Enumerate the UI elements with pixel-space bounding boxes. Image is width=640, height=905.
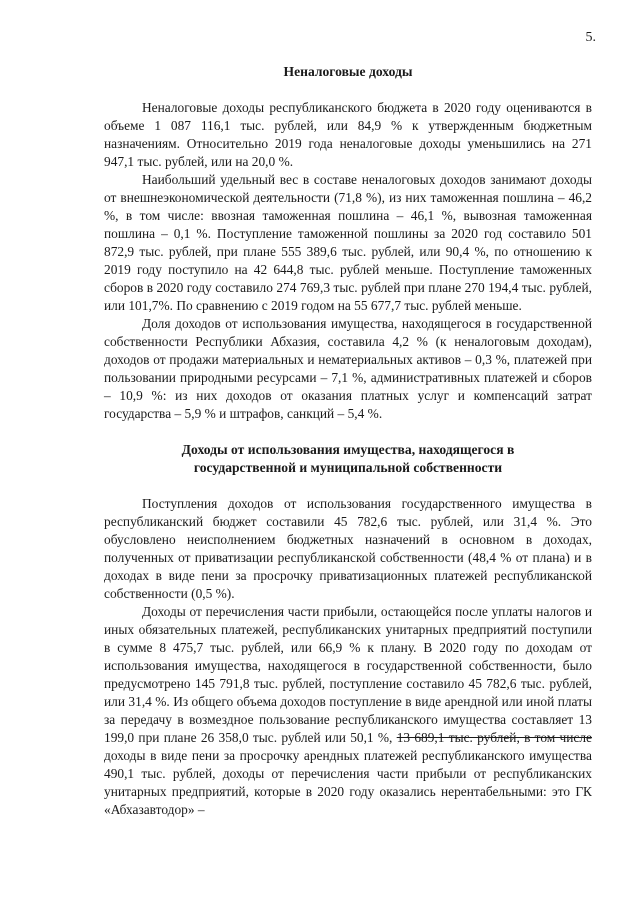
document-body	[104, 63, 592, 819]
paragraph	[104, 603, 592, 819]
heading-line: Доходы от использования имущества, находящегося в	[181, 442, 515, 457]
section-heading-non-tax-revenue: Неналоговые доходы	[283, 64, 413, 79]
paragraph-text: Доходы от перечисления части прибыли, остающейся после уплаты налогов и иных обязательных платежей, республиканских унитарных предприятий поступили в сумме 8 475,7 тыс. рублей, или 66,9 % к плану. В 2020 году по доходам от использования имущества, находящегося в государственной собственности, было предусмотрено 145 791,8 тыс. рублей, поступление составило 45 782,6 тыс. рублей, или 31,4 %. Из общего объема доходов поступление в виде арендной или иной платы за передачу в возмездное пользование республиканского имущества составляет 13 199,0 при плане 26 358,0 тыс. рублей или 50,1 %,	[104, 604, 592, 745]
paragraph: Доля доходов от использования имущества, находящегося в государственной собственности Республики Абхазия, составила 4,2 % (к неналоговым доходам), доходов от продажи материальных и нематериальных активов – 0,3 %, платежей при пользовании природными ресурсами – 7,1 %, административных платежей и сборов – 10,9 %: из них доходов от оказания платных услуг и компенсаций затрат государства – 5,9 % и штрафов, санкций – 5,4 %.	[104, 316, 592, 421]
heading-line: государственной и муниципальной собственности	[193, 460, 503, 475]
struck-text: 13 689,1 тыс. рублей, в том числе	[396, 730, 592, 745]
paragraph: Наибольший удельный вес в составе неналоговых доходов занимают доходы от внешнеэкономической деятельности (71,8 %), из них таможенная пошлина – 46,2 %, в том числе: ввозная таможенная пошлина – 46,1 %, вывозная таможенная пошлина – 0,1 %. Поступление таможенной пошлины за 2020 год составило 501 872,9 тыс. рублей, при плане 555 389,6 тыс. рублей, или 90,4 %, по отношению к 2019 году поступило на 42 644,8 тыс. рублей меньше. Поступление таможенных сборов в 2020 году составило 274 769,3 тыс. рублей при плане 270 194,4 тыс. рублей, или 101,7%. По сравнению с 2019 годом на 55 677,7 тыс. рублей меньше.	[104, 172, 592, 313]
paragraph: Неналоговые доходы республиканского бюджета в 2020 году оцениваются в объеме 1 087 116,1 тыс. рублей, или 84,9 % к утвержденным бюджетным назначениям. Относительно 2019 года неналоговые доходы уменьшились на 271 947,1 тыс. рублей, или на 20,0 %.	[104, 100, 592, 169]
page-number: 5.	[585, 30, 596, 45]
section-heading-property-revenue	[104, 441, 592, 477]
paragraph: Поступления доходов от использования государственного имущества в республиканский бюджет составили 45 782,6 тыс. рублей, или 31,4 %. Это обусловлено неисполнением бюджетных назначений в основном в доходах, полученных от приватизации республиканской собственности (48,4 % от плана) и в доходах в виде пени за просрочку приватизационных платежей республиканской собственности (0,5 %).	[104, 496, 592, 601]
paragraph-text: доходы в виде пени за просрочку арендных платежей республиканского имущества 490,1 тыс. рублей, доходы от перечисления части прибыли от республиканских унитарных предприятий, которые в 2020 году оказались нерентабельными: это ГК «Абхазавтодор» –	[104, 748, 592, 817]
